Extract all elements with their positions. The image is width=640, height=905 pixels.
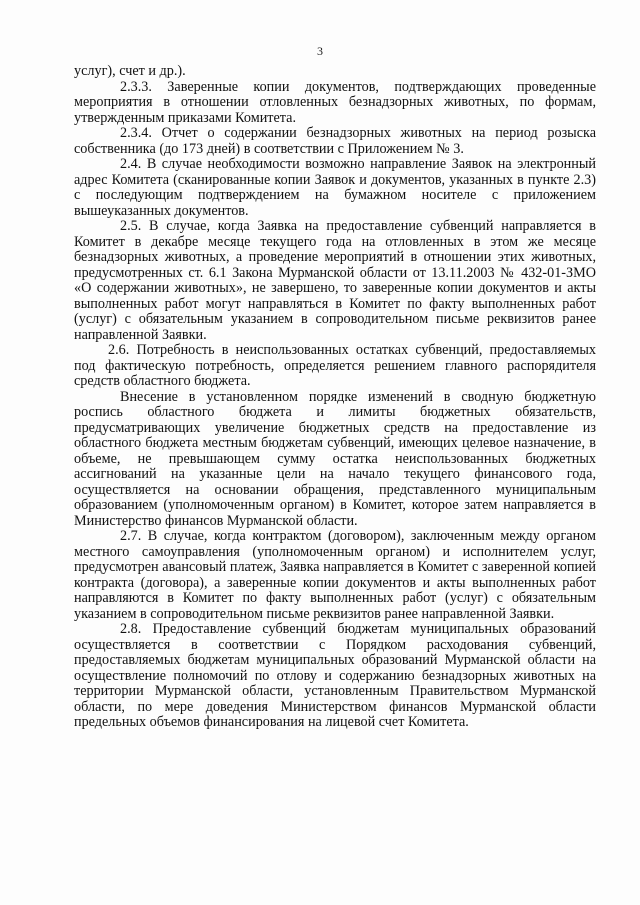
paragraph-2-3-3: 2.3.3. Заверенные копии документов, подтверждающих проведенные мероприятия в отношении отловленных безнадзорных животных, по формам, утвержденным приказами Комитета. <box>74 78 596 126</box>
paragraph-2-7: 2.7. В случае, когда контрактом (договором), заключенным между органом местного самоуправления (уполномоченным органом) и исполнителем услуг, предусмотрен авансовый платеж, Заявка направляется в Комитет с заверенной копией контракта (договора), а заверенные копии документов и акты выполненных работ направляются в Комитет по факту выполненных работ (услуг) с обязательным указанием в сопроводительном письме реквизитов ранее направленной Заявки. <box>74 528 596 622</box>
paragraph-2-6: 2.6. Потребность в неиспользованных остатках субвенций, предоставляемых под фактическую потребность, определяется решением главного распорядителя средств областного бюджета. <box>74 342 596 389</box>
document-body <box>74 64 596 731</box>
page-number: 3 <box>317 44 323 58</box>
paragraph-budget-changes: Внесение в установленном порядке изменений в сводную бюджетную роспись областного бюджета и лимиты бюджетных обязательств, предусматривающих увеличение бюджетных средств на предоставление из областного бюджета местным бюджетам субвенций, имеющих целевое назначение, в объеме, не превышающем сумму остатка неиспользованных бюджетных ассигнований на указанные цели на начало текущего финансового года, осуществляется на основании обращения, представленного муниципальным образованием (уполномоченным органом) в Комитет, которое затем направляется в Министерство финансов Мурманской области. <box>74 388 596 529</box>
paragraph-continuation: услуг), счет и др.). <box>74 63 186 79</box>
paragraph-2-4: 2.4. В случае необходимости возможно направление Заявок на электронный адрес Комитета (сканированные копии Заявок и документов, указанных в пункте 2.3) с последующим подтверждением на бумажном носителе с приложением вышеуказанных документов. <box>74 156 596 219</box>
paragraph-2-5: 2.5. В случае, когда Заявка на предоставление субвенций направляется в Комитет в декабре месяце текущего года на отловленных в этом же месяце безнадзорных животных, а проведение мероприятий в отношении этих животных, предусмотренных ст. 6.1 Закона Мурманской области от 13.11.2003 № 432-01-ЗМО «О содержании животных», не завершено, то заверенные копии документов и акты выполненных работ могут направляться в Комитет по факту выполненных работ (услуг) с обязательным указанием в сопроводительном письме реквизитов ранее направленной Заявки. <box>74 218 596 343</box>
paragraph-2-8: 2.8. Предоставление субвенций бюджетам муниципальных образований осуществляется в соответствии с Порядком расходования субвенций, предоставляемых бюджетам муниципальных образований Мурманской области на осуществление полномочий по отлову и содержанию безнадзорных животных на территории Мурманской области, установленным Правительством Мурманской области, по мере доведения Министерством финансов Мурманской области предельных объемов финансирования на лицевой счет Комитета. <box>74 621 596 730</box>
paragraph-2-3-4: 2.3.4. Отчет о содержании безнадзорных животных на период розыска собственника (до 173 дней) в соответствии с Приложением № 3. <box>74 125 596 157</box>
